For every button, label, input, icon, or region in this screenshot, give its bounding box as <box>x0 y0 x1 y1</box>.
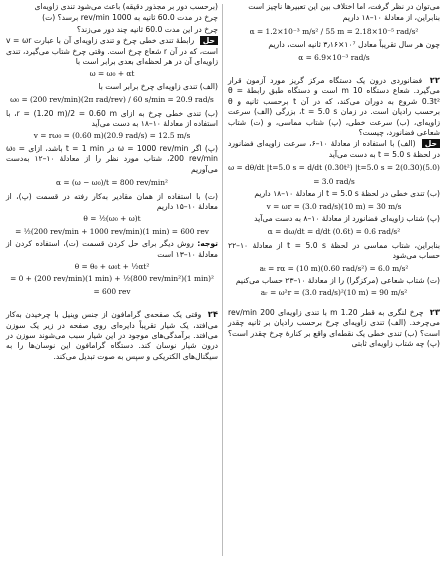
right-column <box>228 2 440 350</box>
equation: aₜ = rα = (10 m)(0.60 rad/s²) = 6.0 m/s² <box>259 263 409 273</box>
equation: α = (ω − ω₀)/t = 800 rev/min² <box>55 178 169 188</box>
solution-text: (الف) تندی زاویه‌ای چرخ برابر است با <box>98 81 218 91</box>
intro-text: (برحسب دور بر مجذور دقیقه) باعث می‌شود تندی زاویه‌ای <box>34 2 218 11</box>
intro-text: چرخ در مدت 60.0 ثانیه به 1000 rev/min برسد؟ (ت) <box>42 13 218 23</box>
intro-text: می‌توان در نظر گرفت، اما اختلاف بین این تعبیرها ناچیز است <box>248 2 440 11</box>
solution-text: (ب) تندی خطی در لحظهٔ t = 5.0 s از معادلهٔ ۱۰–۱۸ داریم <box>254 189 440 199</box>
note-text: روش دیگر برای حل کردن قسمت (ت)، استفاده کردن از معادلهٔ ۱۰–۱۳ است <box>6 239 218 259</box>
problem-number: ۲۴ <box>207 309 218 320</box>
equation: ω = ω₀ + αt <box>89 69 135 79</box>
note <box>6 239 218 260</box>
intro-text: چرخ در این مدت 60.0 ثانیه چند دور می‌زند؟ <box>76 24 218 34</box>
solution-tag: حل <box>200 36 218 45</box>
problem-text: چرخ لنگری به قطر 1.20 m با تندی زاویه‌ای 200 rev/min می‌چرخد. (الف) تندی زاویه‌ای چرخ برحسب رادیان بر ثانیه چقدر است؟ (ب) تندی خطی یک نقطه‌ای واقع بر کنارهٔ چرخ چقدر است؟ (پ) چه شتاب زاویه‌ای ثابتی <box>228 307 440 348</box>
equation: aᵣ = ω²r = (3.0 rad/s)²(10 m) = 90 m/s² <box>260 288 408 298</box>
solution-text: بنابراین، شتاب مماسی در لحظهٔ t = 5.0 s از معادلهٔ ۱۰–۲۲ حساب می‌شود <box>228 240 440 261</box>
solution-text: (ت) شتاب شعاعی (مرکزگرا) را از معادلهٔ ۱۰–۲۳ حساب می‌کنیم <box>235 275 440 285</box>
solution-text: (ت) با استفاده از همان مقادیر به‌کار رفته در قسمت (پ)، از معادلهٔ ۱۰–۱۵ داریم <box>6 191 218 211</box>
equation: ω₀ = (200 rev/min)(2π rad/rev) / 60 s/min = 20.9 rad/s <box>10 95 214 105</box>
equation: v = ωr = (3.0 rad/s)(10 m) = 30 m/s <box>266 201 402 211</box>
equation: θ = ½(ω₀ + ω)t <box>83 214 141 224</box>
problem-22 <box>228 75 440 138</box>
equation: = ½(200 rev/min + 1000 rev/min)(1 min) = 600 rev <box>15 226 209 236</box>
solution-text: (پ) اگر ω = 1000 rev/min در t = 1 min باشد، ازای ω₀ = 200 rev/min، شتاب مورد نظر را از معادلهٔ ۱۰–۱۲ به‌دست می‌آوریم <box>6 143 218 174</box>
intro-text: بنابراین، از معادلهٔ ۱۰–۱۸ داریم <box>342 13 440 23</box>
equation: = 3.0 rad/s <box>313 176 355 186</box>
equation: = 600 rev <box>93 286 131 296</box>
problem-number: ۲۲ <box>429 75 440 86</box>
solution-text: (الف) با استفاده از معادلهٔ ۱۰–۶، سرعت زاویه‌ای فضانورد در لحظهٔ t = 5.0 s به دست می‌آید <box>228 139 440 159</box>
problem-23 <box>228 307 440 350</box>
problem-24 <box>6 309 218 362</box>
equation: α = 6.9×10⁻³ rad/s <box>298 52 370 62</box>
solution-text: (پ) شتاب زاویه‌ای فضانورد از معادلهٔ ۱۰–۸ به دست می‌آید <box>254 213 440 223</box>
solution-intro <box>6 36 218 67</box>
intro-text: چون هر سال تقریباً معادل ۱۰⁷×۳٫۱۶ ثانیه است، داریم <box>268 40 440 50</box>
left-column <box>6 2 218 363</box>
equation: = 0 + (200 rev/min)(1 min) + ½(800 rev/min²)(1 min)² <box>10 274 214 284</box>
equation: v = rω₀ = (0.60 m)(20.9 rad/s) = 12.5 m/s <box>33 131 191 141</box>
solution-a <box>228 139 440 160</box>
solution-text: رابطهٔ تندی خطی چرخ و تندی زاویه‌ای آن با عبارت v = ωr است، که در آن r شعاع چرخ است. وقتی چرخ شتاب می‌گیرد، تندی زاویه‌ای آن در هر لحظه‌ای بعدی برابر است با <box>6 36 218 67</box>
equation: α = dω/dt = d/dt (0.6t) = 0.6 rad/s² <box>267 227 401 237</box>
note-label: توجه: <box>197 239 218 249</box>
solution-tag: حل <box>422 139 440 148</box>
problem-text: وقتی یک صفحه‌ی گرامافون از جنس وینیل با چرخیدن به‌کار می‌افتد، یک شیار تقریباً دایره‌ای روی صفحه در زیر یک سوزن می‌افتد. برآمدگی‌های موجود در این شیار سبب می‌شوند سوزن در درون شیار نوسان کند. دستگاه گرامافون این نوسان‌ها را به سیگنال‌های الکتریکی و سپس به صوت تبدیل می‌کند. <box>6 310 218 361</box>
problem-number: ۲۳ <box>429 306 440 317</box>
column-divider <box>222 4 223 556</box>
equation: ω = dθ/dt |t=5.0 s = d/dt (0.30t²) |t=5.0 s = 2(0.30)(5.0) <box>228 163 440 173</box>
equation: θ = θ₀ + ω₀t + ½αt² <box>74 261 150 271</box>
equation: α = 1.2×10⁻³ m/s² / 55 m = 2.18×10⁻⁵ rad/s² <box>249 26 419 36</box>
solution-text: (ب) تندی خطی چرخ به ازای r = (1.20 m)/2 = 0.60 m، با استفاده از معادلهٔ ۱۰–۱۸ به دست می‌آید <box>6 108 218 129</box>
problem-text: فضانوردی درون یک دستگاه مرکز گریز مورد آزمون قرار می‌گیرد. شعاع دستگاه 10 m است و دستگاه طبق رابطهٔ θ = 0.3t² شروع به دوران می‌کند، که در آن t برحسب ثانیه و θ برحسب رادیان است. در زمان t = 5.0 s، بزرگی (الف) سرعت زاویه‌ای، (ب) سرعت خطی، (پ) شتاب مماسی، و (ت) شتاب شعاعی فضانورد، چیست؟ <box>228 76 440 138</box>
